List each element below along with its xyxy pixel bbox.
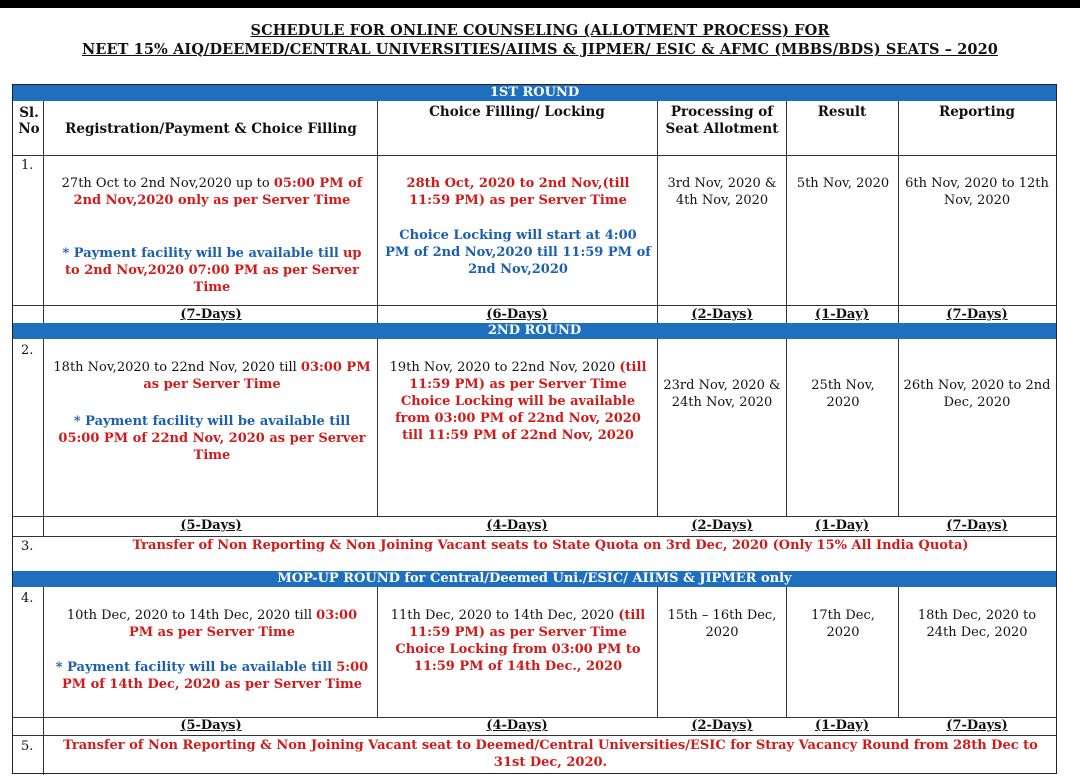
top-border [0, 0, 1080, 8]
header-registration: Registration/Payment & Choice Filling [65, 121, 357, 137]
row-4-days-processing: (2-Days) [691, 718, 753, 733]
row-2-payment: * Payment facility will be available till 05:00 PM of 22nd Nov, 2020 as per Server Time [58, 414, 366, 463]
header-processing: Processing of Seat Allotment [665, 104, 779, 137]
row-2-processing: 23rd Nov, 2020 & 24th Nov, 2020 [663, 378, 781, 410]
row-4-payment: * Payment facility will be available till 5:00 PM of 14th Dec, 2020 as per Server Time [55, 660, 369, 692]
round-2-band: 2ND ROUND [13, 323, 1056, 339]
row-4-registration: 10th Dec, 2020 to 14th Dec, 2020 till 03:00 PM as per Server Time [66, 608, 358, 640]
row-2-days-result: (1-Day) [815, 518, 869, 533]
row-4-days-reporting: (7-Days) [946, 718, 1008, 733]
row-4-reporting: 18th Dec, 2020 to 24th Dec, 2020 [917, 608, 1037, 640]
row-1-result: 5th Nov, 2020 [796, 176, 890, 191]
page-title: SCHEDULE FOR ONLINE COUNSELING (ALLOTMENT PROCESS) FOR [250, 22, 830, 39]
row-2-days-reporting: (7-Days) [946, 518, 1008, 533]
row-1-registration: 27th Oct to 2nd Nov,2020 up to 05:00 PM of 2nd Nov,2020 only as per Server Time [61, 176, 363, 208]
row-1-days-processing: (2-Days) [691, 307, 753, 322]
row-5-transfer: Transfer of Non Reporting & Non Joining Vacant seat to Deemed/Central Universities/ESIC for Stray Vacancy Round from 28th Dec to 31st Dec, 2020. [63, 738, 1038, 770]
row-2-sl: 2. [21, 343, 34, 358]
header-choice: Choice Filling/ Locking [429, 104, 605, 120]
row-3-sl: 3. [21, 539, 34, 554]
header-sl: Sl. No [18, 105, 40, 137]
row-4-choice: 11th Dec, 2020 to 14th Dec, 2020 (till 11:59 PM) as per Server Time Choice Locking from 03:00 PM to 11:59 PM of 14th Dec., 2020 [390, 608, 646, 674]
row-4-days-reg: (5-Days) [180, 718, 242, 733]
row-4-days-result: (1-Day) [815, 718, 869, 733]
row-5-sl: 5. [21, 739, 34, 754]
row-2-result: 25th Nov, 2020 [811, 378, 875, 410]
row-4-processing: 15th – 16th Dec, 2020 [667, 608, 777, 640]
row-2-days-choice: (4-Days) [486, 518, 548, 533]
row-4-result: 17th Dec, 2020 [811, 608, 875, 640]
row-2-days-processing: (2-Days) [691, 518, 753, 533]
row-2-reporting: 26th Nov, 2020 to 2nd Dec, 2020 [903, 378, 1051, 410]
row-1-days-choice: (6-Days) [486, 307, 548, 322]
row-4-sl: 4. [21, 591, 34, 606]
row-2-registration: 18th Nov,2020 to 22nd Nov, 2020 till 03:00 PM as per Server Time [53, 360, 371, 392]
row-1-days-reg: (7-Days) [180, 307, 242, 322]
page-subtitle: NEET 15% AIQ/DEEMED/CENTRAL UNIVERSITIES/AIIMS & JIPMER/ ESIC & AFMC (MBBS/BDS) SEATS – 2020 [81, 41, 998, 58]
header-result: Result [817, 104, 867, 120]
row-1-sl: 1. [21, 158, 34, 173]
row-1-processing: 3rd Nov, 2020 & 4th Nov, 2020 [667, 176, 777, 208]
row-4-days-choice: (4-Days) [486, 718, 548, 733]
mopup-band: MOP-UP ROUND for Central/Deemed Uni./ESIC/ AIIMS & JIPMER only [13, 571, 1056, 587]
row-1-days-result: (1-Day) [815, 307, 869, 322]
header-reporting: Reporting [939, 104, 1015, 120]
row-2-days-reg: (5-Days) [180, 518, 242, 533]
row-1-choice-locking: Choice Locking will start at 4:00 PM of 2nd Nov,2020 till 11:59 PM of 2nd Nov,2020 [385, 228, 651, 277]
schedule-table [12, 84, 1057, 774]
row-1-reporting: 6th Nov, 2020 to 12th Nov, 2020 [905, 176, 1049, 208]
round-1-band: 1ST ROUND [13, 85, 1056, 101]
row-1-payment: * Payment facility will be available till up to 2nd Nov,2020 07:00 PM as per Server Time [62, 246, 362, 295]
row-1-days-reporting: (7-Days) [946, 307, 1008, 322]
row-3-transfer: Transfer of Non Reporting & Non Joining Vacant seats to State Quota on 3rd Dec, 2020 (Only 15% All India Quota) [132, 538, 969, 553]
row-1-choice: 28th Oct, 2020 to 2nd Nov,(till 11:59 PM) as per Server Time [406, 176, 630, 208]
row-2-choice: 19th Nov, 2020 to 22nd Nov, 2020 (till 11:59 PM) as per Server Time Choice Locking will be available from 03:00 PM of 22nd Nov, 2020 till 11:59 PM of 22nd Nov, 2020 [389, 360, 647, 443]
